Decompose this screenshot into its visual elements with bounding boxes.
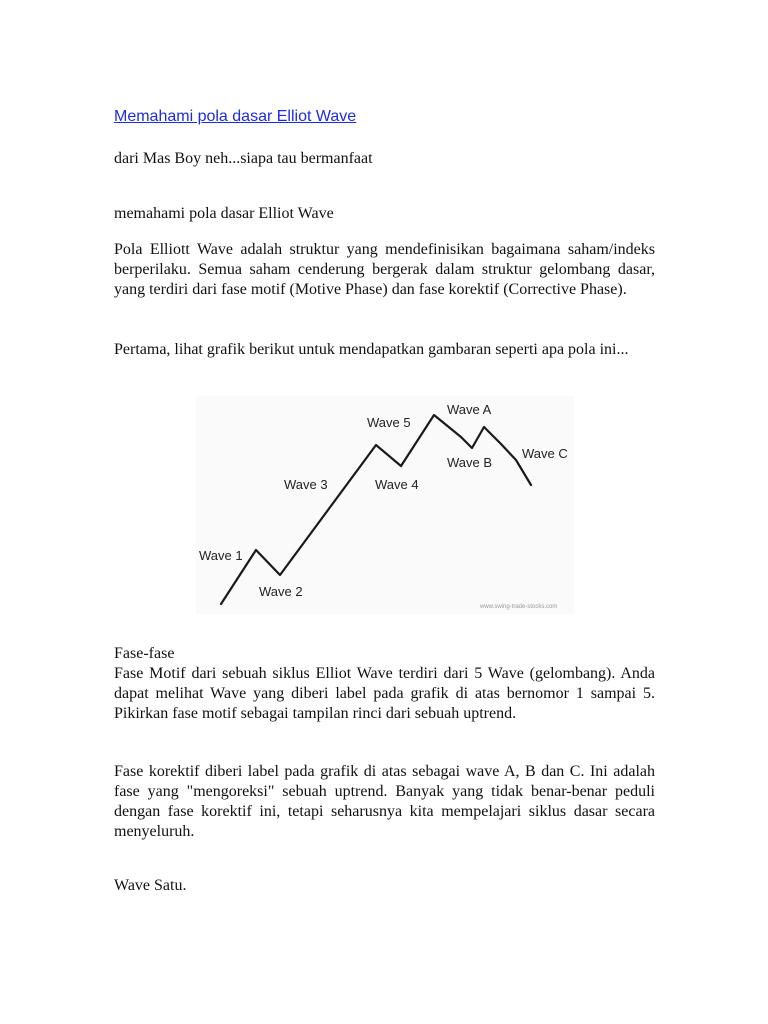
elliott-wave-diagram <box>196 396 574 614</box>
wave-2-label: Wave 2 <box>259 584 303 599</box>
wave-c-label: Wave C <box>522 446 568 461</box>
wave-b-label: Wave B <box>447 455 493 470</box>
paragraph-intro: Pola Elliott Wave adalah struktur yang mendefinisikan bagaimana saham/indeks berperilaku. Semua saham cenderung bergerak dalam struktur gelombang dasar, yang terdiri dari fase motif (Motive Phase) dan fase korektif (Corrective Phase). <box>114 241 655 298</box>
wave-a-label: Wave A <box>447 402 492 417</box>
paragraph-corrective-phase: Fase korektif diberi label pada grafik di atas sebagai wave A, B dan C. Ini adalah fase yang "mengoreksi" sebuah uptrend. Banyak yang tidak benar-benar peduli dengan fase korektif ini, tetapi seharusnya kita mempelajari siklus dasar secara menyeluruh. <box>114 763 655 840</box>
section-heading: Fase-fase <box>114 645 175 662</box>
closing-line: Wave Satu. <box>114 877 187 894</box>
subtitle-line: memahami pola dasar Elliot Wave <box>114 205 334 222</box>
figure-credit: www.swing-trade-stocks.com <box>480 604 558 610</box>
wave-1-label: Wave 1 <box>199 548 243 563</box>
wave-4-label: Wave 4 <box>375 477 419 492</box>
wave-3-label: Wave 3 <box>284 477 328 492</box>
elliott-wave-figure <box>196 396 574 614</box>
paragraph-figure-intro: Pertama, lihat grafik berikut untuk mendapatkan gambaran seperti apa pola ini... <box>114 341 629 358</box>
intro-line: dari Mas Boy neh...siapa tau bermanfaat <box>114 150 373 167</box>
page-title-link[interactable]: Memahami pola dasar Elliot Wave <box>114 108 357 125</box>
wave-path <box>221 415 531 604</box>
wave-5-label: Wave 5 <box>367 415 411 430</box>
paragraph-motive-phase: Fase Motif dari sebuah siklus Elliot Wave terdiri dari 5 Wave (gelombang). Anda dapat melihat Wave yang diberi label pada grafik di atas bernomor 1 sampai 5. Pikirkan fase motif sebagai tampilan rinci dari sebuah uptrend. <box>114 665 655 722</box>
